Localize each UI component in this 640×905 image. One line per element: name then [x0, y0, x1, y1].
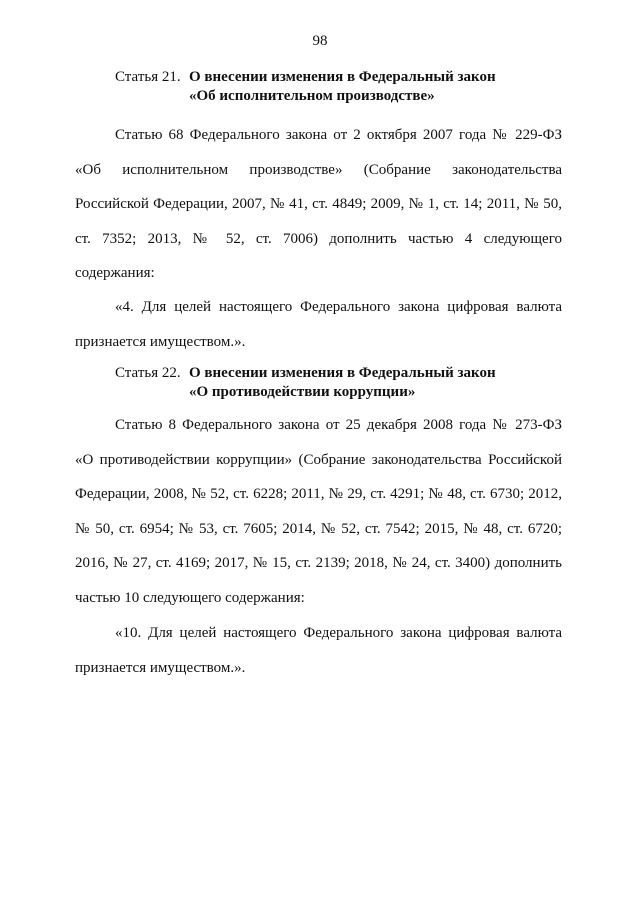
article-21-body-line: ст. 7352; 2013, № 52, ст. 7006) дополнить частью 4 следующего	[75, 230, 562, 247]
article-22-label: Статья 22.	[115, 365, 181, 381]
article-21-title-line-1: О внесении изменения в Федеральный закон	[189, 69, 496, 85]
article-22-body-line: частью 10 следующего содержания:	[75, 589, 305, 606]
article-22-title-line-2: «О противодействии коррупции»	[189, 384, 416, 400]
article-21-body-line: Российской Федерации, 2007, № 41, ст. 4849; 2009, № 1, ст. 14; 2011, № 50,	[75, 196, 562, 212]
article-21-body	[75, 118, 562, 291]
article-21-title	[189, 68, 496, 106]
article-22-body-line: Федерации, 2008, № 52, ст. 6228; 2011, № 29, ст. 4291; № 48, ст. 6730; 2012,	[75, 486, 562, 502]
article-22-title	[189, 364, 496, 402]
article-22-body	[75, 408, 562, 615]
article-21-label: Статья 21.	[115, 69, 181, 85]
article-21-amendment-text	[75, 290, 562, 359]
article-21-heading	[115, 68, 496, 106]
article-22-amendment-line: признается имуществом.».	[75, 659, 246, 676]
article-21-body-line: содержания:	[75, 265, 155, 281]
article-22-body-line: Статью 8 Федерального закона от 25 декабря 2008 года № 273-ФЗ	[115, 417, 562, 433]
article-22-amendment-line: «10. Для целей настоящего Федерального закона цифровая валюта	[115, 625, 562, 641]
article-21-amendment-line: признается имуществом.».	[75, 333, 246, 350]
article-22-body-line: № 50, ст. 6954; № 53, ст. 7605; 2014, № 52, ст. 7542; 2015, № 48, ст. 6720;	[75, 520, 562, 537]
article-21-body-line: «Об исполнительном производстве» (Собрание законодательства	[75, 161, 562, 178]
article-21-amendment-line: «4. Для целей настоящего Федерального закона цифровая валюта	[115, 299, 562, 315]
page-number: 98	[312, 33, 328, 49]
article-21-title-line-2: «Об исполнительном производстве»	[189, 88, 435, 104]
article-22-heading	[115, 364, 496, 402]
article-22-body-line: 2016, № 27, ст. 4169; 2017, № 15, ст. 2139; 2018, № 24, ст. 3400) дополнить	[75, 555, 562, 571]
article-21-body-line: Статью 68 Федерального закона от 2 октября 2007 года № 229-ФЗ	[115, 127, 562, 143]
article-22-title-line-1: О внесении изменения в Федеральный закон	[189, 365, 496, 381]
article-22-body-line: «О противодействии коррупции» (Собрание законодательства Российской	[75, 451, 562, 468]
article-22-amendment-text	[75, 616, 562, 685]
